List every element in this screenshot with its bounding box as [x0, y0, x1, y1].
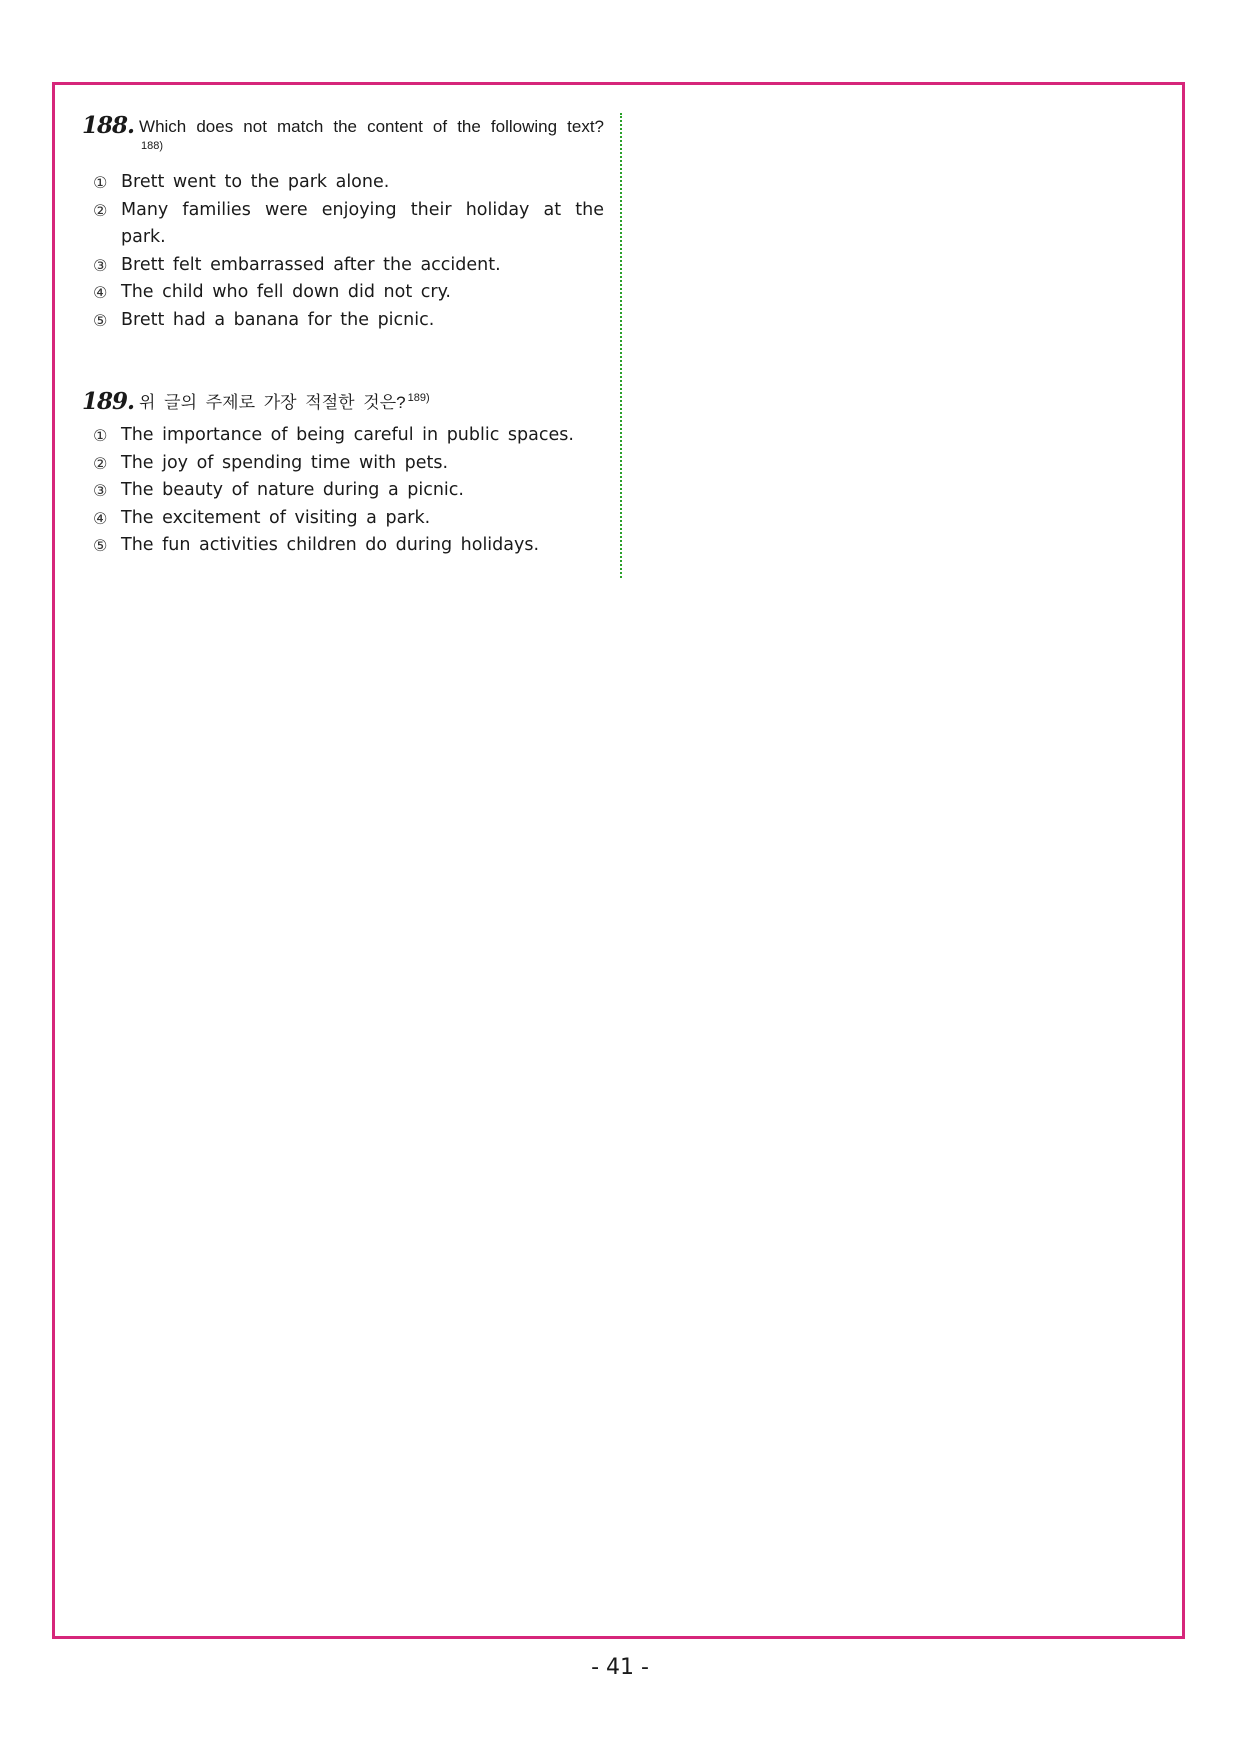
option-marker: ② [93, 200, 108, 220]
question-prompt: 위 글의 주제로 가장 적절한 것은? [139, 393, 406, 412]
answer-option[interactable] [93, 169, 604, 197]
answer-option[interactable] [93, 532, 604, 560]
option-text: Many families were enjoying their holiday at the park. [121, 199, 604, 247]
answer-options [82, 422, 604, 560]
page-number: - 41 - [591, 1655, 649, 1680]
option-text: Brett had a banana for the picnic. [121, 309, 435, 330]
option-marker: ④ [93, 283, 108, 302]
option-marker: ② [93, 453, 108, 473]
option-text: The importance of being careful in public spaces. [121, 425, 574, 445]
question-188 [82, 112, 604, 334]
question-text [139, 112, 604, 163]
answer-option[interactable] [93, 307, 604, 335]
answer-option[interactable] [93, 279, 604, 307]
column-divider [620, 113, 622, 578]
answer-option[interactable] [93, 252, 604, 280]
option-marker: ⑤ [93, 310, 108, 330]
answer-option[interactable] [93, 422, 604, 450]
question-number: 188. [82, 112, 135, 139]
option-marker: ③ [93, 255, 108, 275]
footnote-ref: 189) [407, 392, 430, 405]
question-header [82, 112, 604, 163]
answer-option[interactable] [93, 477, 604, 505]
option-text: The fun activities children do during holidays. [121, 535, 540, 555]
question-189 [82, 388, 604, 560]
question-header [82, 388, 604, 416]
option-text: Brett felt embarrassed after the accident. [121, 254, 501, 275]
answer-options [82, 169, 604, 334]
option-marker: ① [93, 426, 108, 445]
option-text: The beauty of nature during a picnic. [121, 480, 464, 500]
option-marker: ① [93, 173, 108, 192]
answer-option[interactable] [93, 450, 604, 478]
answer-option[interactable] [93, 197, 604, 252]
option-marker: ⑤ [93, 536, 108, 555]
question-prompt: Which does not match the content of the following text? [139, 117, 604, 136]
option-text: Brett went to the park alone. [121, 172, 390, 192]
question-text [139, 388, 604, 415]
option-text: The excitement of visiting a park. [121, 507, 431, 528]
option-text: The child who fell down did not cry. [121, 282, 451, 302]
footnote-ref: 188) [141, 140, 164, 153]
option-text: The joy of spending time with pets. [121, 452, 449, 473]
question-number: 189. [82, 388, 135, 415]
option-marker: ③ [93, 481, 108, 500]
answer-option[interactable] [93, 505, 604, 533]
option-marker: ④ [93, 508, 108, 528]
